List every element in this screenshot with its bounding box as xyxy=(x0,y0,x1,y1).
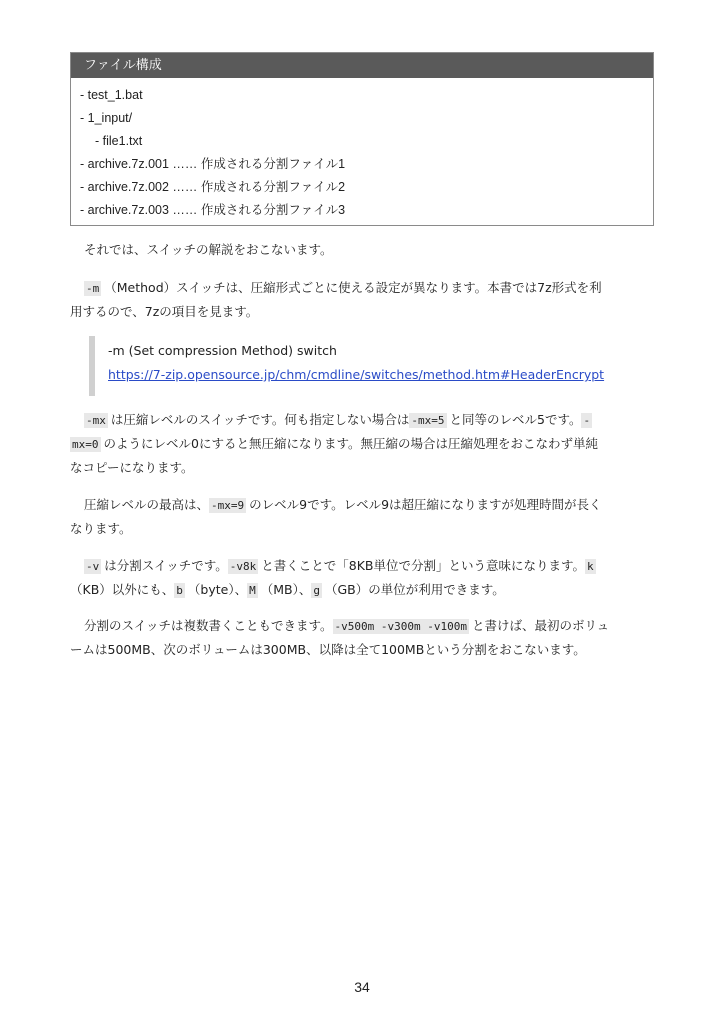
paragraph-text: と同等のレベル5です。 xyxy=(449,412,582,427)
quote-title: -m (Set compression Method) switch xyxy=(108,343,337,358)
inline-code: -mx=5 xyxy=(411,414,445,427)
paragraph-text: と書くことで「8KB単位で分割」という意味になります。 xyxy=(261,558,585,573)
paragraph-text: と書けば、最初のボリュ xyxy=(471,618,610,633)
file-structure-box xyxy=(70,52,654,226)
inline-code: -v500m -v300m -v100m xyxy=(334,620,467,633)
file-line: - 1_input/ xyxy=(80,111,133,125)
inline-code: -mx xyxy=(86,414,106,427)
file-line: - test_1.bat xyxy=(80,88,143,102)
inline-code: b xyxy=(176,584,183,597)
paragraph-text: 圧縮レベルの最高は、 xyxy=(84,497,210,512)
paragraph-max-level xyxy=(70,493,654,540)
inline-code: mx=0 xyxy=(72,438,99,451)
intro-text: それでは、スイッチの解説をおこないます。 xyxy=(84,242,333,257)
paragraph-text: なります。 xyxy=(70,521,132,536)
inline-code: -v8k xyxy=(229,560,257,573)
paragraph-m-switch xyxy=(70,276,654,323)
inline-code: -m xyxy=(86,282,100,295)
paragraph-v-switch xyxy=(70,554,654,602)
reference-link[interactable]: https://7-zip.opensource.jp/chm/cmdline/switches/method.htm#HeaderEncrypt xyxy=(108,367,605,382)
paragraph-text: （KB）以外にも、 xyxy=(70,582,175,597)
file-structure-title: ファイル構成 xyxy=(71,53,653,78)
paragraph-text: ームは500MB、次のボリュームは300MB、以降は全て100MBという分割をおこないます。 xyxy=(70,642,586,657)
file-line: - archive.7z.002 …… 作成される分割ファイル2 xyxy=(80,180,346,194)
paragraph-text: 用するので、7zの項目を見ます。 xyxy=(70,304,259,319)
inline-code: -mx=9 xyxy=(211,499,245,512)
inline-code: k xyxy=(587,560,594,573)
paragraph-text: なコピーになります。 xyxy=(70,460,194,475)
inline-code: M xyxy=(249,584,256,597)
inline-code: -v xyxy=(86,560,100,573)
paragraph-text: （MB）、 xyxy=(260,582,312,597)
paragraph-mx-switch xyxy=(70,408,654,479)
file-structure-list xyxy=(71,78,653,222)
inline-code: - xyxy=(583,414,591,427)
intro-paragraph xyxy=(70,238,654,261)
paragraph-text: のようにレベル0にすると無圧縮になります。無圧縮の場合は圧縮処理をおこなわず単純 xyxy=(103,436,598,451)
paragraph-text: （Method）スイッチは、圧縮形式ごとに使える設定が異なります。本書では7z形式を利 xyxy=(104,280,602,295)
file-line: - file1.txt xyxy=(95,134,143,148)
paragraph-text: のレベル9です。レベル9は超圧縮になりますが処理時間が長く xyxy=(249,497,602,512)
inline-code: g xyxy=(313,584,320,597)
paragraph-text: 分割のスイッチは複数書くこともできます。 xyxy=(84,618,333,633)
reference-quote xyxy=(89,336,655,396)
paragraph-text: は分割スイッチです。 xyxy=(104,558,228,573)
file-line: - archive.7z.001 …… 作成される分割ファイル1 xyxy=(80,157,346,171)
file-line: - archive.7z.003 …… 作成される分割ファイル3 xyxy=(80,203,346,217)
paragraph-multi-split xyxy=(70,614,654,661)
page-number: 34 xyxy=(354,979,370,995)
paragraph-text: （byte）、 xyxy=(187,582,248,597)
paragraph-text: は圧縮レベルのスイッチです。何も指定しない場合は xyxy=(110,412,410,427)
paragraph-text: （GB）の単位が利用できます。 xyxy=(324,582,505,597)
